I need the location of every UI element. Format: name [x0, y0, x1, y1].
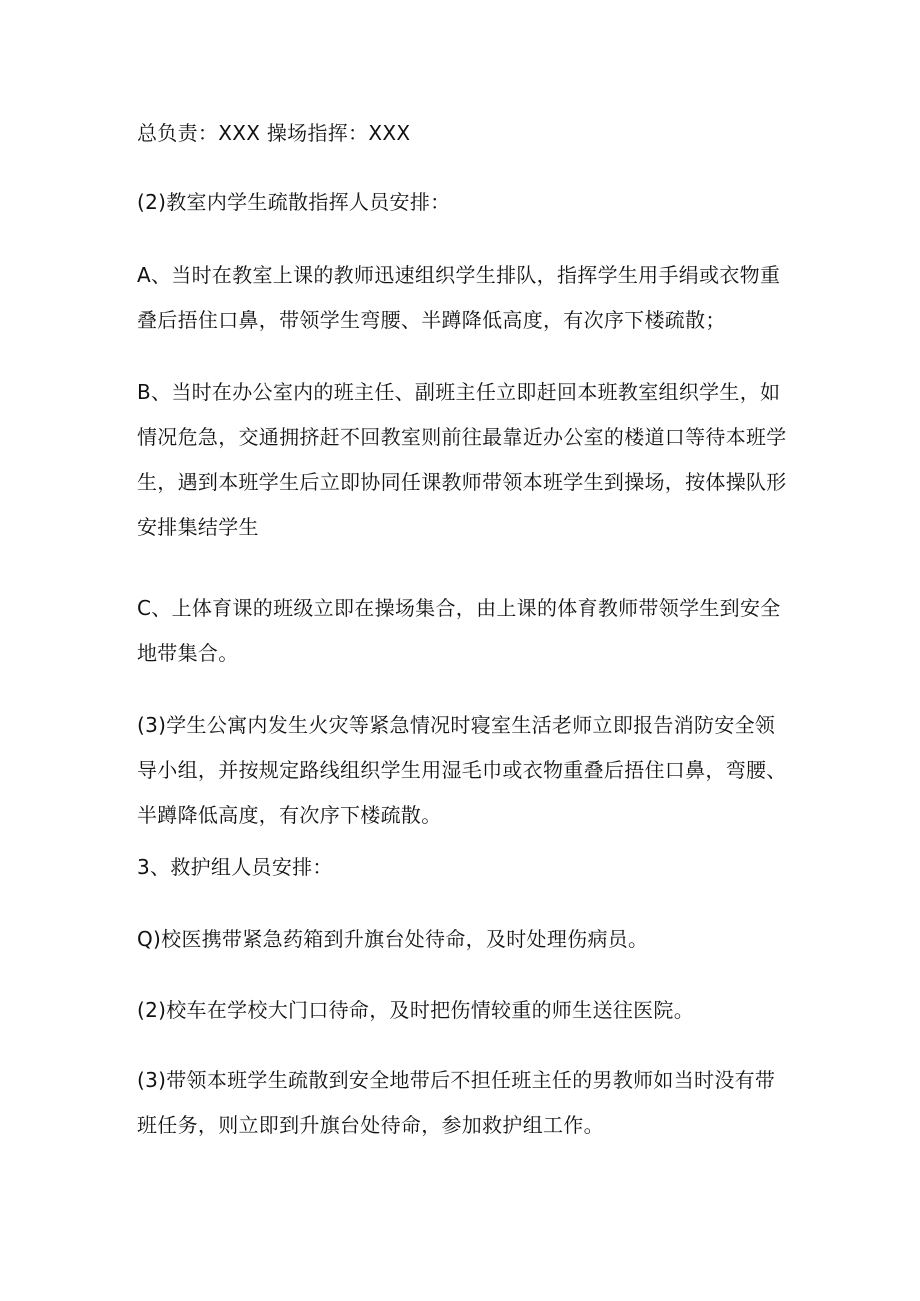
- text-line: Q)校医携带紧急药箱到升旗台处待命，及时处理伤病员。: [137, 927, 649, 951]
- text-line: (2)校车在学校大门口待命，及时把伤情较重的师生送往医院。: [137, 998, 695, 1022]
- paragraph-classroom-heading: [137, 180, 787, 225]
- paragraph-rescue-item-3: [137, 1058, 787, 1148]
- paragraph-dormitory: [137, 703, 787, 838]
- text-line: 总负责：XXX 操场指挥：XXX: [137, 121, 411, 145]
- text-line: 3、救护组人员安排：: [137, 855, 333, 879]
- paragraph-rescue-heading: [137, 845, 787, 890]
- paragraph-leadership: [137, 111, 787, 156]
- text-line: 地带集合。: [137, 641, 239, 665]
- paragraph-rescue-item-2: [137, 988, 787, 1033]
- paragraph-rescue-item-1: [137, 917, 787, 962]
- text-line: 叠后捂住口鼻，带领学生弯腰、半蹲降低高度，有次序下楼疏散；: [137, 308, 726, 332]
- text-line: B、当时在办公室内的班主任、副班主任立即赶回本班教室组织学生，如: [137, 380, 781, 404]
- text-line: 半蹲降低高度，有次序下楼疏散。: [137, 803, 442, 827]
- text-line: 班任务，则立即到升旗台处待命，参加救护组工作。: [137, 1113, 604, 1137]
- text-line: 情况危急，交通拥挤赶不回教室则前往最靠近办公室的楼道口等待本班学: [137, 425, 787, 449]
- text-line: C、上体育课的班级立即在操场集合，由上课的体育教师带领学生到安全: [137, 596, 781, 620]
- text-line: 导小组，并按规定路线组织学生用湿毛巾或衣物重叠后捂住口鼻，弯腰、: [137, 758, 787, 782]
- paragraph-item-c: [137, 586, 787, 676]
- paragraph-item-b: [137, 370, 787, 550]
- paragraph-item-a: [137, 253, 787, 343]
- text-line: (3)学生公寓内发生火灾等紧急情况时寝室生活老师立即报告消防安全领: [137, 713, 776, 737]
- text-line: A、当时在教室上课的教师迅速组织学生排队，指挥学生用手绢或衣物重: [137, 263, 781, 287]
- text-line: (2)教室内学生疏散指挥人员安排：: [137, 190, 451, 214]
- text-line: 生，遇到本班学生后立即协同任课教师带领本班学生到操场，按体操队形: [137, 470, 787, 494]
- text-line: (3)带领本班学生疏散到安全地带后不担任班主任的男教师如当时没有带: [137, 1068, 776, 1092]
- text-line: 安排集结学生: [137, 515, 259, 539]
